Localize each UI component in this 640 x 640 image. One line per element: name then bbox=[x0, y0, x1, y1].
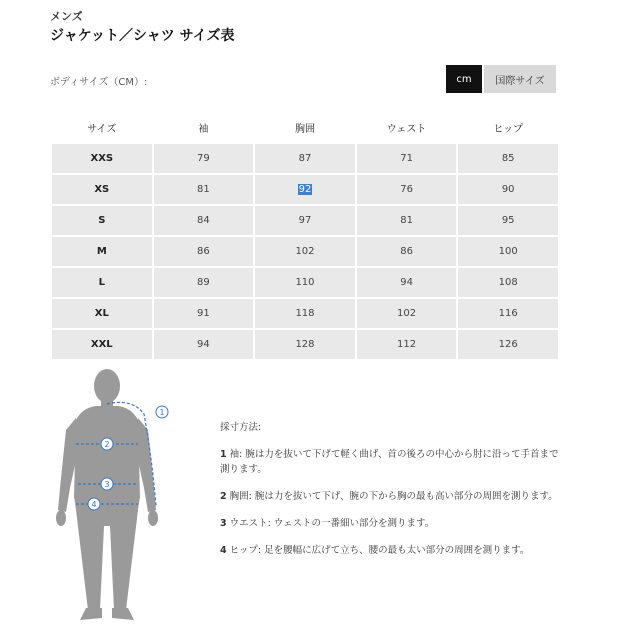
waist-cell: 94 bbox=[357, 268, 457, 297]
method-item bbox=[220, 489, 560, 504]
table-row bbox=[52, 299, 558, 328]
unit-cm-button[interactable]: cm bbox=[446, 65, 482, 93]
sleeve-cell: 86 bbox=[154, 237, 254, 266]
method-item-number: 4 bbox=[220, 545, 227, 556]
column-header-sleeve: 袖 bbox=[198, 123, 209, 135]
method-item-number: 1 bbox=[220, 449, 227, 460]
column-header-waist: ウェスト bbox=[386, 123, 427, 135]
chest-cell: 87 bbox=[255, 144, 355, 173]
sleeve-cell: 84 bbox=[154, 206, 254, 235]
method-item bbox=[220, 516, 560, 531]
chest-cell bbox=[255, 175, 355, 204]
unit-international-button[interactable]: 国際サイズ bbox=[484, 65, 556, 93]
waist-cell: 76 bbox=[357, 175, 457, 204]
method-item bbox=[220, 447, 560, 477]
table-row bbox=[52, 237, 558, 266]
method-item-text: 袖: 腕は力を抜いて下げて軽く曲げ、首の後ろの中心から肘に沿って手首まで測ります。 bbox=[220, 449, 559, 475]
measurement-method bbox=[220, 420, 560, 570]
waist-cell: 86 bbox=[357, 237, 457, 266]
marker-2-label: 2 bbox=[104, 440, 110, 449]
waist-cell: 112 bbox=[357, 330, 457, 359]
chest-cell: 102 bbox=[255, 237, 355, 266]
chest-cell: 118 bbox=[255, 299, 355, 328]
method-item-text: ウエスト: ウェストの一番細い部分を測ります。 bbox=[229, 518, 435, 529]
column-header-size: サイズ bbox=[87, 123, 117, 135]
size-cell: XS bbox=[52, 175, 152, 204]
chest-cell: 110 bbox=[255, 268, 355, 297]
size-cell: XXS bbox=[52, 144, 152, 173]
table-header-row bbox=[52, 112, 558, 142]
column-header-hip: ヒップ bbox=[493, 123, 524, 135]
method-title: 採寸方法: bbox=[220, 422, 262, 433]
sleeve-cell: 91 bbox=[154, 299, 254, 328]
method-item-number: 2 bbox=[220, 491, 227, 502]
category-label: メンズ bbox=[50, 10, 83, 23]
table-row bbox=[52, 144, 558, 173]
table-row bbox=[52, 206, 558, 235]
hip-cell: 90 bbox=[458, 175, 558, 204]
marker-1-label: 1 bbox=[159, 408, 165, 417]
body-measurement-figure bbox=[52, 358, 182, 630]
hip-cell: 108 bbox=[458, 268, 558, 297]
column-header-chest: 胸囲 bbox=[294, 123, 315, 135]
page-title: ジャケット／シャツ サイズ表 bbox=[50, 28, 235, 44]
body-silhouette-icon bbox=[56, 369, 158, 620]
size-cell: S bbox=[52, 206, 152, 235]
size-cell: XXL bbox=[52, 330, 152, 359]
method-item-text: 胸囲: 腕は力を抜いて下げ、腕の下から胸の最も高い部分の周囲を測ります。 bbox=[229, 491, 558, 502]
waist-cell: 81 bbox=[357, 206, 457, 235]
hip-cell: 95 bbox=[458, 206, 558, 235]
method-item-number: 3 bbox=[220, 518, 227, 529]
size-table bbox=[50, 110, 560, 361]
table-row bbox=[52, 330, 558, 359]
method-item bbox=[220, 543, 560, 558]
sleeve-cell: 81 bbox=[154, 175, 254, 204]
hip-cell: 116 bbox=[458, 299, 558, 328]
sleeve-cell: 79 bbox=[154, 144, 254, 173]
size-cell: XL bbox=[52, 299, 152, 328]
sleeve-cell: 89 bbox=[154, 268, 254, 297]
chest-cell: 128 bbox=[255, 330, 355, 359]
hip-cell: 85 bbox=[458, 144, 558, 173]
selected-text-highlight: 92 bbox=[298, 184, 312, 195]
marker-4-label: 4 bbox=[91, 500, 97, 509]
hip-cell: 100 bbox=[458, 237, 558, 266]
hip-cell: 126 bbox=[458, 330, 558, 359]
sleeve-cell: 94 bbox=[154, 330, 254, 359]
chest-cell: 97 bbox=[255, 206, 355, 235]
table-row bbox=[52, 175, 558, 204]
size-cell: M bbox=[52, 237, 152, 266]
waist-cell: 102 bbox=[357, 299, 457, 328]
marker-3-label: 3 bbox=[104, 480, 110, 489]
size-cell: L bbox=[52, 268, 152, 297]
body-size-label: ボディサイズ（CM）: bbox=[50, 77, 148, 88]
method-item-text: ヒップ: 足を腰幅に広げて立ち、腰の最も太い部分の周囲を測ります。 bbox=[229, 545, 530, 556]
waist-cell: 71 bbox=[357, 144, 457, 173]
table-row bbox=[52, 268, 558, 297]
